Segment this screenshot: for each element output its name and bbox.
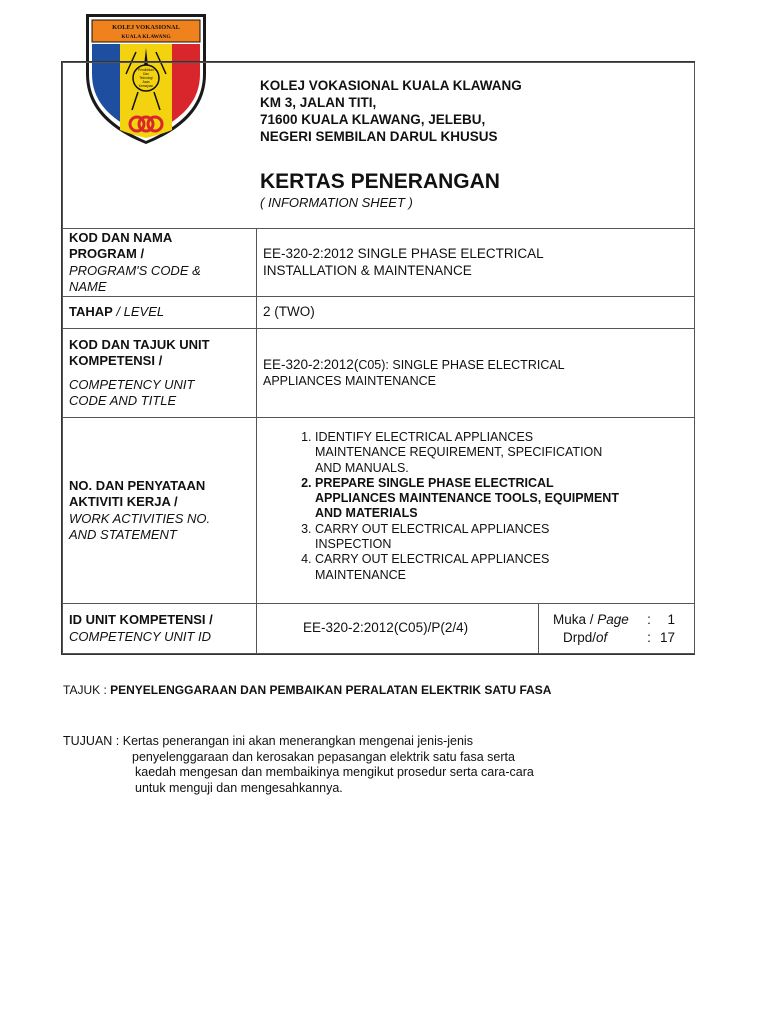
sheet-header [63, 63, 695, 229]
svg-text:Pendidikan: Pendidikan [138, 68, 154, 72]
svg-text:Asas: Asas [142, 80, 150, 84]
crest-banner-line2: KUALA KLAWANG [121, 34, 171, 40]
sheet-subtitle: ( INFORMATION SHEET ) [260, 195, 413, 210]
activities-label: NO. DAN PENYATAAN AKTIVITI KERJA / WORK ACTIVITIES NO. AND STATEMENT [63, 418, 257, 604]
activities-list-cell [257, 418, 695, 604]
unit-id-value: EE-320-2:2012(C05)/P(2/4) [257, 604, 539, 654]
level-label: TAHAP / LEVEL [63, 297, 257, 329]
topic-line [63, 683, 551, 697]
purpose-paragraph [63, 734, 534, 796]
page-number-cell [539, 604, 695, 654]
purpose-line: penyelenggaraan dan kerosakan pepasangan elektrik satu fasa serta [132, 749, 515, 764]
sheet-title: KERTAS PENERANGAN [260, 170, 500, 193]
address-line-3: NEGERI SEMBILAN DARUL KHUSUS [260, 129, 498, 144]
address-line-2: 71600 KUALA KLAWANG, JELEBU, [260, 112, 486, 127]
school-address [260, 77, 522, 145]
topic-label: TAJUK : [63, 683, 111, 697]
program-value: EE-320-2:2012 SINGLE PHASE ELECTRICAL INSTALLATION & MAINTENANCE [257, 229, 695, 297]
crest-banner-line1: KOLEJ VOKASIONAL [112, 24, 180, 31]
svg-text:Dan: Dan [143, 72, 149, 76]
page-total: Drpd/of : 17 [563, 629, 675, 645]
activity-item-current: 2. PREPARE SINGLE PHASE ELECTRICAL APPLIANCES MAINTENANCE TOOLS, EQUIPMENT AND MATERIALS [315, 476, 694, 522]
svg-text:Kemajuan: Kemajuan [138, 84, 154, 88]
unit-label: KOD DAN TAJUK UNIT KOMPETENSI / COMPETENCY UNIT CODE AND TITLE [63, 329, 257, 418]
activity-item: 1. IDENTIFY ELECTRICAL APPLIANCES MAINTENANCE REQUIREMENT, SPECIFICATION AND MANUALS. [315, 430, 694, 476]
information-sheet-table [61, 61, 695, 655]
purpose-label: TUJUAN : [63, 734, 123, 748]
purpose-line: Kertas penerangan ini akan menerangkan mengenai jenis-jenis [122, 734, 473, 748]
svg-text:Teknologi: Teknologi [139, 76, 153, 80]
topic-value: PENYELENGGARAAN DAN PEMBAIKAN PERALATAN ELEKTRIK SATU FASA [110, 683, 552, 697]
address-line-1: KM 3, JALAN TITI, [260, 95, 377, 110]
purpose-line: untuk menguji dan mengesahkannya. [135, 780, 343, 795]
page-number: Muka / Page : 1 [553, 611, 675, 627]
activity-item: 4. CARRY OUT ELECTRICAL APPLIANCES MAINTENANCE [315, 552, 694, 583]
unit-id-label: ID UNIT KOMPETENSI / COMPETENCY UNIT ID [63, 604, 257, 654]
level-value: 2 (TWO) [257, 297, 695, 329]
activities-list [263, 430, 694, 583]
program-label: KOD DAN NAMA PROGRAM / PROGRAM'S CODE & NAME [63, 229, 257, 297]
school-name: KOLEJ VOKASIONAL KUALA KLAWANG [260, 78, 522, 93]
activity-item: 3. CARRY OUT ELECTRICAL APPLIANCES INSPECTION [315, 522, 694, 553]
unit-value: EE-320-2:2012(C05): SINGLE PHASE ELECTRICAL APPLIANCES MAINTENANCE [257, 329, 695, 418]
purpose-line: kaedah mengesan dan membaikinya mengikut prosedur serta cara-cara [135, 765, 534, 780]
